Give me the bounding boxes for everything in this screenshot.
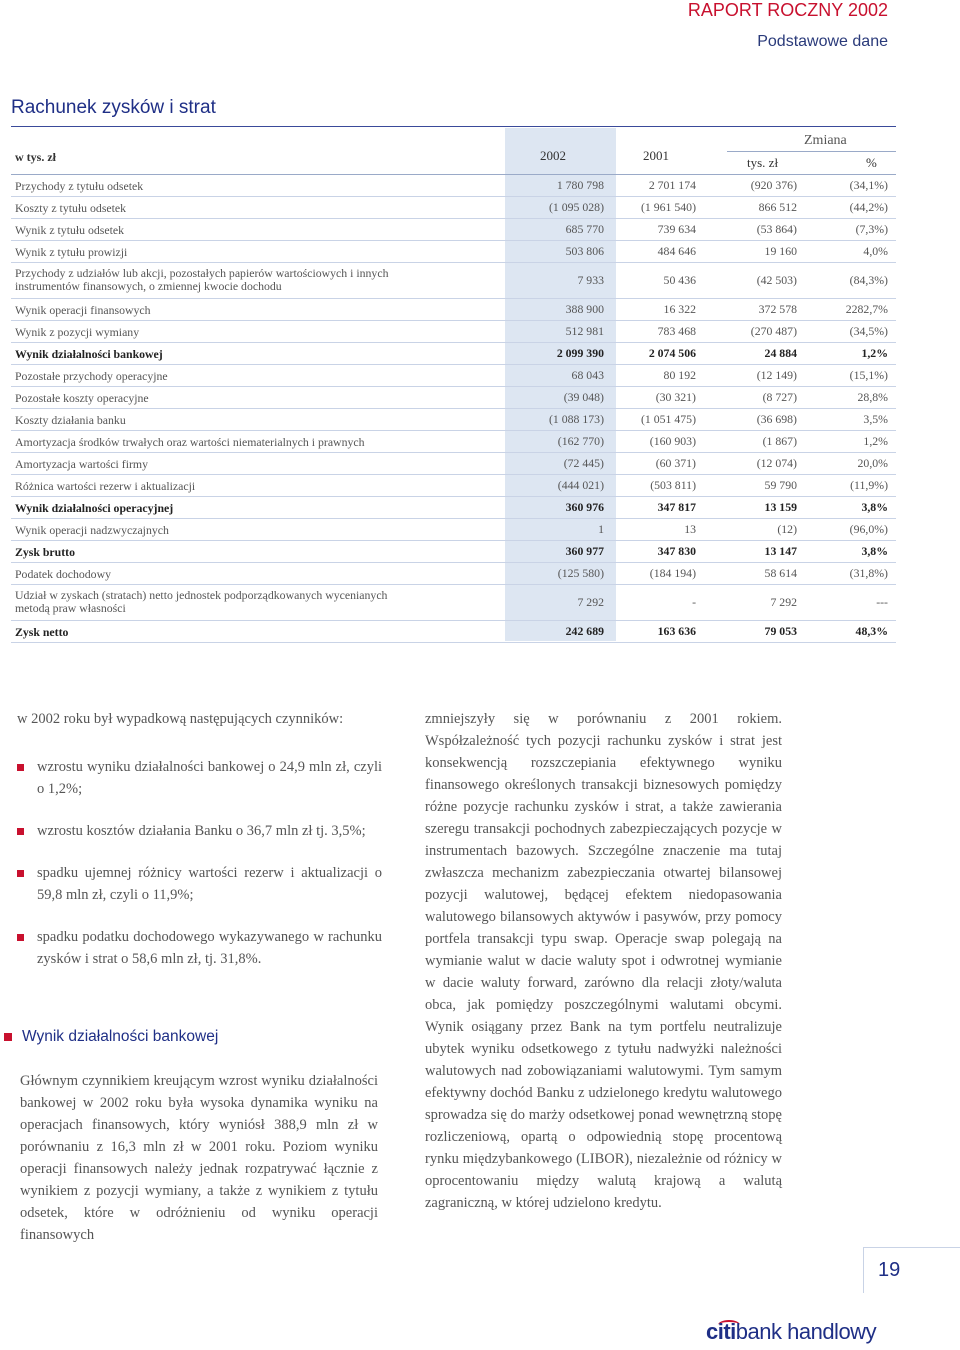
value-2001: (160 903): [649, 434, 696, 448]
row-label: Różnica wartości rezerw i aktualizacji: [15, 479, 196, 493]
change-abs: (1 867): [762, 434, 797, 448]
value-2001: 2 701 174: [648, 178, 696, 192]
value-2002: 68 043: [571, 368, 604, 382]
table-row: [11, 365, 896, 387]
table-row: [11, 585, 896, 621]
change-pct: (96,0%): [849, 522, 888, 536]
year-2001-header: 2001: [643, 148, 669, 163]
change-pct: 3,5%: [863, 412, 888, 426]
section-heading: Wynik działalności bankowej: [4, 1028, 218, 1046]
row-label: Wynik z tytułu odsetek: [15, 223, 125, 237]
value-2001: 13: [684, 522, 696, 536]
row-label: Podatek dochodowy: [15, 567, 111, 581]
bullet-item: spadku podatku dochodowego wykazywanego w rachunku zysków i strat o 58,6 mln zł, tj. 31,8%.: [17, 926, 382, 970]
report-title: RAPORT ROCZNY 2002: [687, 0, 888, 20]
value-2002: (162 770): [557, 434, 604, 448]
change-abs: (12): [777, 522, 797, 536]
change-abs: (36 698): [756, 412, 797, 426]
bank-logo: citibank handlowy: [706, 1319, 877, 1344]
table-row: [11, 431, 896, 453]
change-pct: (31,8%): [849, 566, 888, 580]
change-pct: (84,3%): [849, 273, 888, 287]
value-2002: (72 445): [563, 456, 604, 470]
value-2001: 2 074 506: [648, 346, 696, 360]
change-abs: 24 884: [764, 346, 797, 360]
change-pct: 4,0%: [863, 244, 888, 258]
intro-text: w 2002 roku był wypadkową następujących czynników:: [17, 711, 344, 727]
unit-header: w tys. zł: [15, 150, 56, 164]
bullet-square-icon: [17, 934, 24, 941]
change-pct: 48,3%: [855, 624, 888, 638]
change-abs: (53 864): [756, 222, 797, 236]
value-2001: 347 817: [657, 500, 696, 514]
value-2001: (30 321): [655, 390, 696, 404]
abs-change-header: tys. zł: [747, 155, 779, 170]
change-abs: 372 578: [758, 302, 797, 316]
value-2002: 388 900: [565, 302, 604, 316]
table-row: [11, 519, 896, 541]
value-2001: (503 811): [650, 478, 696, 492]
change-header-divider: [727, 151, 896, 152]
value-2002: 7 933: [577, 273, 604, 287]
row-label: Wynik operacji finansowych: [15, 303, 151, 317]
change-pct: (34,5%): [849, 324, 888, 338]
value-2002: (1 095 028): [548, 200, 604, 214]
change-pct: 1,2%: [861, 346, 888, 360]
right-text-column: zmniejszyły się w porównaniu z 2001 rokiem. Współzależność tych pozycji rachunku zysków i strat jest konsekwencją rozszczepiania efektywnego wyniku finansowego określonych transakcji biznesowych pomiędzy różne pozycje rachunku zysków i strat, a także zawierania szeregu transakcji pochodnych zabezpieczających pozycje w instrumentach bazowych. Szczególne znaczenie ma tutaj zwłaszcza mechanizm zabezpieczania otwartej bilansowej pozycji walutowej, będącej efektem niedopasowania walutowego bilansowych aktywów i pasywów, przy pomocy portfela transakcji typu swap. Operacje swap polegają na wymianie walut w dacie waluty spot i odwrotnej wymianie w dacie waluty forward, zarówno dla relacji złoty/waluta obca, jak pomiędzy poszczególnymi walutami obcymi. Wynik osiągany przez Bank na tym portfelu neutralizuje ubytek wyniku odsetkowego z tytułu nadwyżki należności walutowych nad zobowiązaniami walutowymi. Tym samym efektywny dochód Banku z udzielonego kredytu walutowego sprowadza się do marży odsetkowej ponad wewnętrzną stopę rozliczeniową, opartą o odpowiednią stopę procentową rynku międzybankowego (LIBOR), niezależnie od różnicy w oprocentowaniu między walutą krajową a walutą zagraniczną, w której udzielono kredytu.: [425, 711, 782, 1211]
change-pct: (44,2%): [849, 200, 888, 214]
change-abs: (42 503): [756, 273, 797, 287]
value-2001: 783 468: [657, 324, 696, 338]
table-row: [11, 263, 896, 299]
row-label: Pozostałe przychody operacyjne: [15, 369, 168, 383]
bullet-item: spadku ujemnej różnicy wartości rezerw i aktualizacji o 59,8 mln zł, czyli o 11,9%;: [17, 862, 382, 906]
table-row: [11, 409, 896, 431]
change-header: Zmiana: [804, 133, 847, 148]
table-row: [11, 497, 896, 519]
value-2001: (60 371): [655, 456, 696, 470]
row-label: Koszty z tytułu odsetek: [15, 201, 127, 215]
row-label: Wynik z pozycji wymiany: [15, 325, 140, 339]
table-row: [11, 241, 896, 263]
change-pct: ---: [876, 595, 888, 609]
value-2002: 512 981: [565, 324, 604, 338]
page-number: 19: [878, 1259, 901, 1281]
value-2002: 2 099 390: [556, 346, 604, 360]
table-row: [11, 387, 896, 409]
value-2001: 16 322: [663, 302, 696, 316]
table-row: [11, 563, 896, 585]
change-abs: 7 292: [770, 595, 797, 609]
value-2002: 360 976: [565, 500, 604, 514]
left-text-column: [17, 708, 382, 986]
table-row: [11, 541, 896, 563]
value-2002: 685 770: [565, 222, 604, 236]
change-pct: 20,0%: [857, 456, 888, 470]
table-row: [11, 321, 896, 343]
row-label: Koszty działania banku: [15, 413, 126, 427]
change-pct: (7,3%): [855, 222, 888, 236]
value-2001: 739 634: [657, 222, 696, 236]
value-2001: 347 830: [657, 544, 696, 558]
table-row: [11, 453, 896, 475]
value-2001: 163 636: [657, 624, 696, 638]
pct-change-header: %: [866, 155, 877, 170]
bullet-item: wzrostu wyniku działalności bankowej o 24,9 mln zł, czyli o 1,2%;: [17, 756, 382, 800]
section-title: Rachunek zysków i strat: [11, 97, 216, 118]
change-abs: 19 160: [764, 244, 797, 258]
value-2001: 80 192: [663, 368, 696, 382]
bullet-square-icon: [17, 870, 24, 877]
value-2001: (1 961 540): [640, 200, 696, 214]
bullet-square-icon: [17, 828, 24, 835]
row-label: Wynik działalności bankowej: [15, 347, 163, 361]
change-abs: 59 790: [764, 478, 797, 492]
value-2002: 242 689: [565, 624, 604, 638]
change-pct: 1,2%: [863, 434, 888, 448]
row-label: Wynik z tytułu prowizji: [15, 245, 128, 259]
change-pct: 3,8%: [861, 544, 888, 558]
row-label: Wynik operacji nadzwyczajnych: [15, 523, 169, 537]
table-row: [11, 197, 896, 219]
row-label: Wynik działalności operacyjnej: [15, 501, 174, 515]
change-pct: (34,1%): [849, 178, 888, 192]
row-label: Przychody z udziałów lub akcji, pozostałych papierów wartościowych i innych instrumentów finansowych, o zmiennej kwocie dochodu: [15, 266, 389, 293]
value-2001: -: [692, 595, 696, 609]
row-label: Przychody z tytułu odsetek: [15, 179, 144, 193]
value-2002: (39 048): [563, 390, 604, 404]
value-2002: 360 977: [565, 544, 604, 558]
table-row: [11, 299, 896, 321]
table-row: [11, 219, 896, 241]
value-2002: (1 088 173): [548, 412, 604, 426]
change-abs: 866 512: [758, 200, 797, 214]
value-2002: 1 780 798: [556, 178, 604, 192]
value-2001: (1 051 475): [640, 412, 696, 426]
value-2002: (125 580): [557, 566, 604, 580]
row-label: Pozostałe koszty operacyjne: [15, 391, 149, 405]
change-pct: (15,1%): [849, 368, 888, 382]
table-row: [11, 475, 896, 497]
value-2001: 50 436: [663, 273, 696, 287]
row-label: Amortyzacja wartości firmy: [15, 457, 148, 471]
year-2002-header: 2002: [540, 148, 566, 163]
value-2002: (444 021): [557, 478, 604, 492]
change-abs: (12 149): [756, 368, 797, 382]
bullet-square-icon: [17, 764, 24, 771]
change-abs: (12 074): [756, 456, 797, 470]
row-label: Zysk brutto: [15, 545, 75, 559]
change-abs: (8 727): [762, 390, 797, 404]
row-label: Zysk netto: [15, 625, 69, 639]
table-row: [11, 343, 896, 365]
change-pct: (11,9%): [850, 478, 888, 492]
row-label: Udział w zyskach (stratach) netto jednostek podporządkowanych wycenianych metodą praw własności: [15, 588, 388, 615]
row-label: Amortyzacja środków trwałych oraz wartości niematerialnych i prawnych: [15, 435, 365, 449]
change-pct: 2282,7%: [845, 302, 888, 316]
change-abs: 13 147: [764, 544, 797, 558]
value-2002: 503 806: [565, 244, 604, 258]
report-subtitle: Podstawowe dane: [757, 33, 888, 50]
value-2001: 484 646: [657, 244, 696, 258]
change-abs: 79 053: [764, 624, 797, 638]
section-paragraph: Głównym czynnikiem kreującym wzrost wyniku działalności bankowej w 2002 roku była wysoka dynamika wyniku na operacjach finansowych, który wyniósł 388,9 mln zł w porównaniu z 16,3 mln zł w 2001 roku. Poziom wyniku operacji finansowych należy jednak rozpatrywać łącznie z wynikiem z pozycji wymiany, a także z wynikiem z tytułu odsetek, które w odróżnieniu od wyniku operacji finansowych: [20, 1073, 378, 1243]
value-2001: (184 194): [649, 566, 696, 580]
table-row: [11, 175, 896, 197]
change-abs: 13 159: [764, 500, 797, 514]
change-pct: 28,8%: [857, 390, 888, 404]
section-square-icon: [4, 1033, 12, 1041]
change-pct: 3,8%: [861, 500, 888, 514]
value-2002: 1: [598, 522, 604, 536]
change-abs: 58 614: [764, 566, 797, 580]
table-row: [11, 621, 896, 643]
value-2002: 7 292: [577, 595, 604, 609]
bullet-item: wzrostu kosztów działania Banku o 36,7 mln zł tj. 3,5%;: [17, 820, 382, 842]
change-abs: (920 376): [750, 178, 797, 192]
title-divider: [11, 126, 896, 127]
change-abs: (270 487): [750, 324, 797, 338]
